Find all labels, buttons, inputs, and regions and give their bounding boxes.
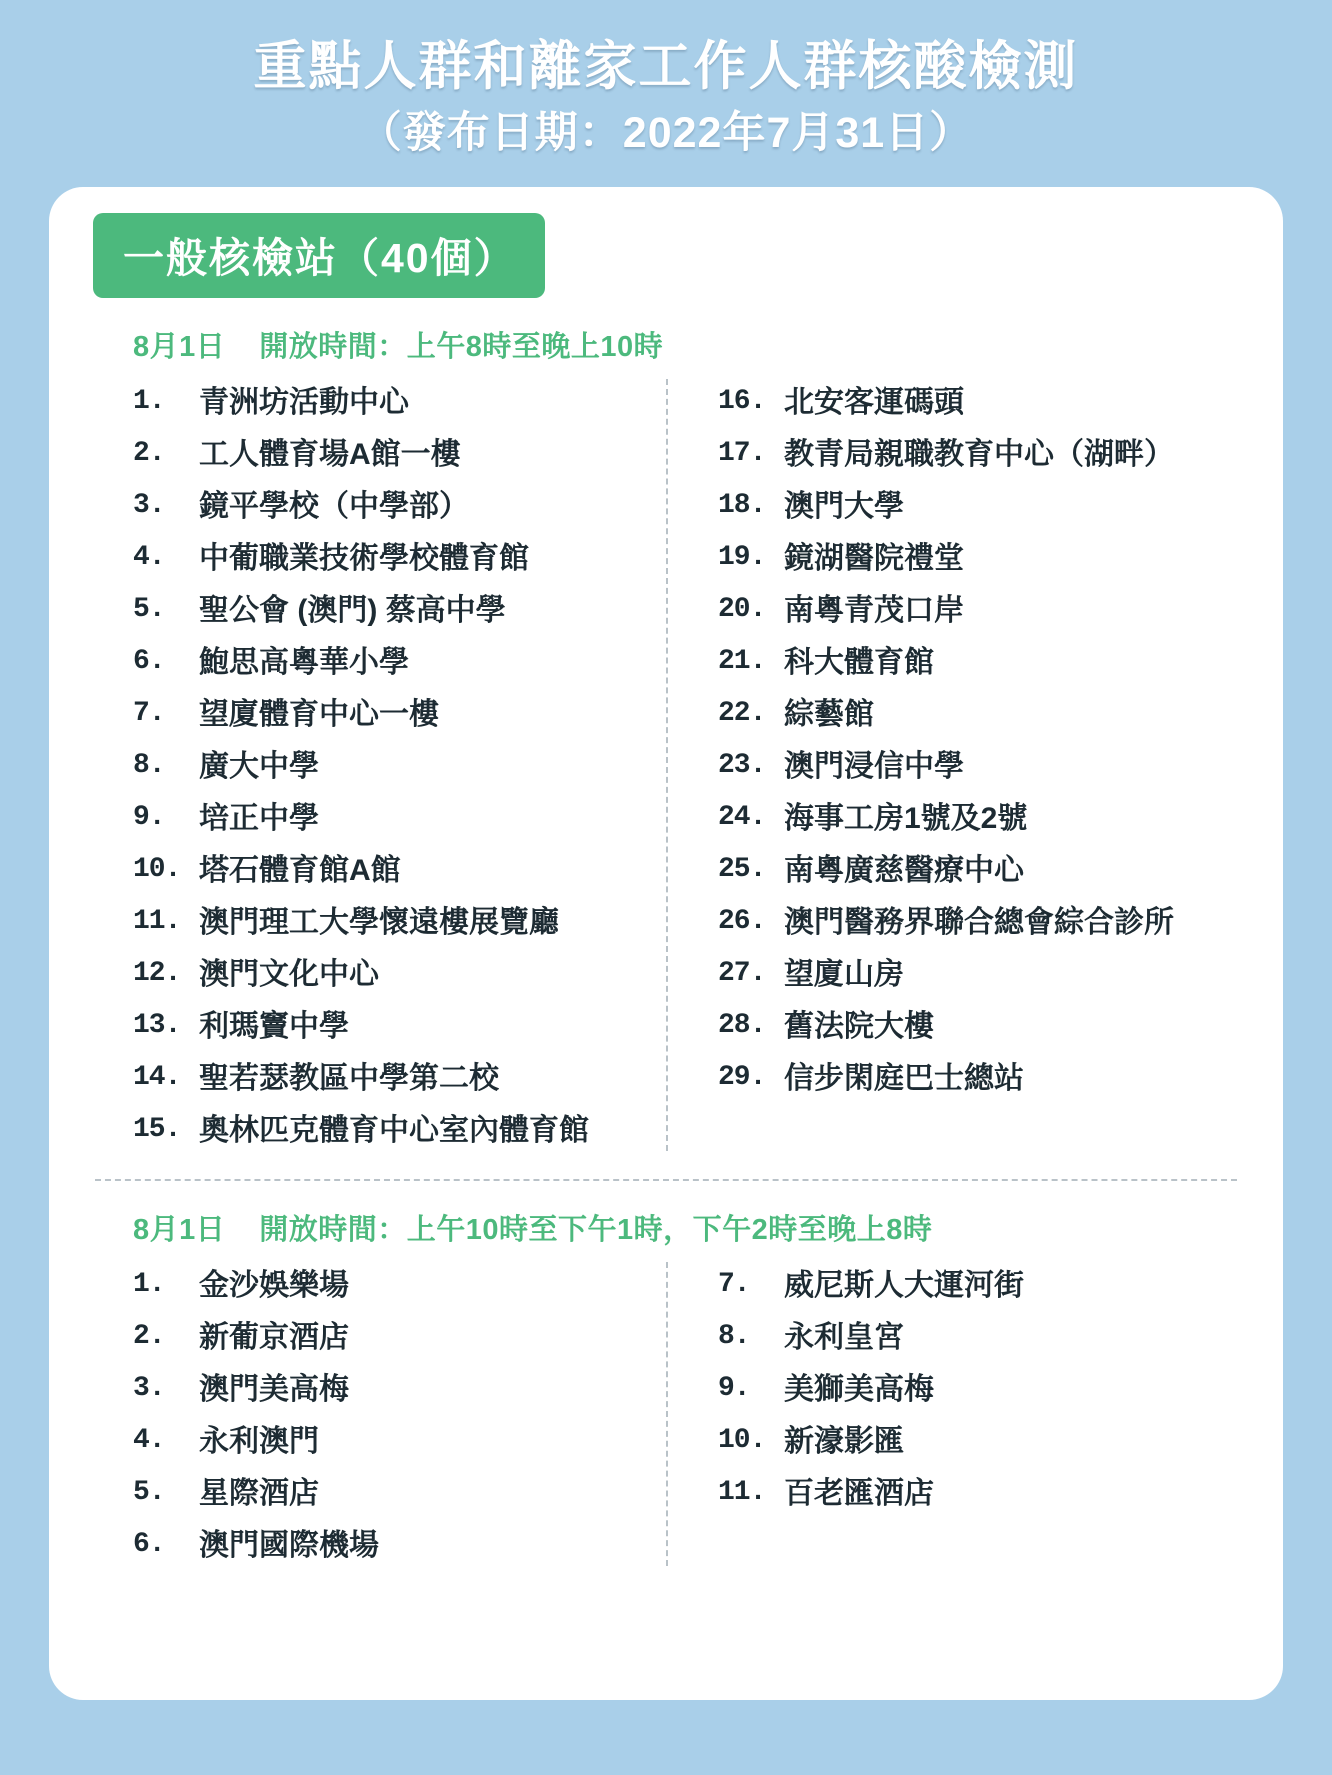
item-label: 鏡湖醫院禮堂 [784, 542, 964, 575]
list-item [718, 1001, 1243, 1053]
item-label: 星際酒店 [199, 1477, 319, 1510]
item-label: 百老匯酒店 [784, 1477, 934, 1510]
item-number: 8. [718, 1321, 750, 1352]
item-label: 新濠影匯 [784, 1425, 904, 1458]
group-2 [89, 1207, 1243, 1572]
item-number: 3. [133, 490, 165, 521]
item-label: 澳門醫務界聯合總會綜合診所 [784, 906, 1174, 939]
item-label: 永利皇宮 [784, 1321, 904, 1354]
item-number: 5. [133, 594, 165, 625]
item-label: 海事工房1號及2號 [784, 802, 1028, 835]
item-number: 11. [718, 1477, 766, 1508]
group-1-columns [89, 377, 1243, 1157]
list-item [133, 1105, 666, 1157]
item-label: 北安客運碼頭 [784, 386, 964, 419]
group-2-columns [89, 1260, 1243, 1572]
list-item [718, 429, 1243, 481]
group-1-right-column [666, 377, 1243, 1157]
item-label: 望廈體育中心一樓 [199, 698, 439, 731]
list-item [133, 637, 666, 689]
group-1-left-column [89, 377, 666, 1157]
item-label: 綜藝館 [784, 698, 874, 731]
item-number: 1. [133, 386, 165, 417]
list-item [133, 377, 666, 429]
item-number: 18. [718, 490, 766, 521]
item-number: 29. [718, 1062, 766, 1093]
item-label: 美獅美高梅 [784, 1373, 934, 1406]
item-number: 9. [133, 802, 165, 833]
item-number: 19. [718, 542, 766, 573]
item-number: 13. [133, 1010, 181, 1041]
item-label: 教青局親職教育中心（湖畔） [784, 438, 1174, 471]
item-number: 23. [718, 750, 766, 781]
list-item [133, 689, 666, 741]
list-item [718, 481, 1243, 533]
list-item [133, 1312, 666, 1364]
item-number: 14. [133, 1062, 181, 1093]
list-item [133, 793, 666, 845]
list-item [133, 1364, 666, 1416]
list-item [718, 377, 1243, 429]
list-item [133, 1520, 666, 1572]
list-item [133, 845, 666, 897]
poster-header [0, 0, 1332, 162]
item-label: 青洲坊活動中心 [199, 386, 409, 419]
group-1-date: 8月1日 [133, 331, 226, 363]
item-label: 永利澳門 [199, 1425, 319, 1458]
item-label: 鏡平學校（中學部） [199, 490, 469, 523]
list-item [133, 533, 666, 585]
list-item [133, 1260, 666, 1312]
item-label: 聖公會 (澳門) 蔡高中學 [199, 594, 506, 627]
item-label: 利瑪竇中學 [199, 1010, 349, 1043]
list-item [133, 1053, 666, 1105]
item-number: 6. [133, 1529, 165, 1560]
item-label: 澳門文化中心 [199, 958, 379, 991]
list-item [133, 1468, 666, 1520]
item-label: 南粵廣慈醫療中心 [784, 854, 1024, 887]
list-item [718, 897, 1243, 949]
item-number: 4. [133, 1425, 165, 1456]
item-number: 10. [133, 854, 181, 885]
item-label: 澳門美高梅 [199, 1373, 349, 1406]
list-item [133, 585, 666, 637]
group-1-hours: 開放時間：上午8時至晚上10時 [259, 331, 664, 363]
group-2-hours: 開放時間：上午10時至下午1時，下午2時至晚上8時 [259, 1214, 933, 1246]
item-label: 澳門浸信中學 [784, 750, 964, 783]
item-label: 信步閑庭巴士總站 [784, 1062, 1024, 1095]
section-divider [95, 1179, 1237, 1181]
item-number: 28. [718, 1010, 766, 1041]
item-number: 15. [133, 1114, 181, 1145]
item-number: 24. [718, 802, 766, 833]
item-number: 17. [718, 438, 766, 469]
item-label: 聖若瑟教區中學第二校 [199, 1062, 499, 1095]
item-label: 塔石體育館A館 [199, 854, 401, 887]
item-label: 舊法院大樓 [784, 1010, 934, 1043]
group-2-heading [89, 1207, 1243, 1248]
item-number: 25. [718, 854, 766, 885]
list-item [718, 637, 1243, 689]
list-item [133, 429, 666, 481]
item-label: 廣大中學 [199, 750, 319, 783]
group-2-date: 8月1日 [133, 1214, 226, 1246]
group-2-right-column [666, 1260, 1243, 1572]
item-label: 科大體育館 [784, 646, 934, 679]
item-label: 金沙娛樂場 [199, 1269, 349, 1302]
list-item [718, 1364, 1243, 1416]
item-number: 26. [718, 906, 766, 937]
group-1-heading [89, 324, 1243, 365]
item-label: 工人體育場A館一樓 [199, 438, 461, 471]
item-label: 南粵青茂口岸 [784, 594, 964, 627]
item-label: 澳門國際機場 [199, 1529, 379, 1562]
list-item [718, 1416, 1243, 1468]
list-item [133, 1001, 666, 1053]
list-item [133, 897, 666, 949]
item-label: 新葡京酒店 [199, 1321, 349, 1354]
item-number: 11. [133, 906, 181, 937]
item-number: 4. [133, 542, 165, 573]
content-card [49, 187, 1283, 1700]
group-1 [89, 324, 1243, 1157]
group-2-left-column [89, 1260, 666, 1572]
item-number: 27. [718, 958, 766, 989]
item-label: 奧林匹克體育中心室內體育館 [199, 1114, 589, 1147]
publish-date: （發布日期：2022年7月31日） [358, 109, 974, 158]
item-number: 3. [133, 1373, 165, 1404]
list-item [718, 793, 1243, 845]
item-number: 1. [133, 1269, 165, 1300]
section-badge: 一般核檢站（40個） [93, 213, 545, 298]
item-number: 16. [718, 386, 766, 417]
list-item [133, 949, 666, 1001]
item-label: 鮑思高粵華小學 [199, 646, 409, 679]
item-number: 10. [718, 1425, 766, 1456]
item-number: 21. [718, 646, 766, 677]
list-item [718, 1312, 1243, 1364]
item-label: 中葡職業技術學校體育館 [199, 542, 529, 575]
list-item [718, 845, 1243, 897]
page-title: 重點人群和離家工作人群核酸檢測 [253, 37, 1079, 96]
list-item [718, 585, 1243, 637]
item-number: 9. [718, 1373, 750, 1404]
item-number: 2. [133, 1321, 165, 1352]
item-label: 威尼斯人大運河街 [784, 1269, 1024, 1302]
item-label: 培正中學 [199, 802, 319, 835]
item-number: 2. [133, 438, 165, 469]
list-item [133, 1416, 666, 1468]
item-label: 望廈山房 [784, 958, 904, 991]
list-item [718, 741, 1243, 793]
item-number: 5. [133, 1477, 165, 1508]
list-item [133, 481, 666, 533]
item-number: 20. [718, 594, 766, 625]
list-item [718, 533, 1243, 585]
list-item [718, 1468, 1243, 1520]
item-label: 澳門理工大學懷遠樓展覽廳 [199, 906, 559, 939]
item-number: 12. [133, 958, 181, 989]
list-item [718, 949, 1243, 1001]
item-number: 8. [133, 750, 165, 781]
item-number: 22. [718, 698, 766, 729]
list-item [718, 1260, 1243, 1312]
item-number: 6. [133, 646, 165, 677]
list-item [718, 1053, 1243, 1105]
list-item [133, 741, 666, 793]
item-label: 澳門大學 [784, 490, 904, 523]
item-number: 7. [718, 1269, 750, 1300]
item-number: 7. [133, 698, 165, 729]
list-item [718, 689, 1243, 741]
